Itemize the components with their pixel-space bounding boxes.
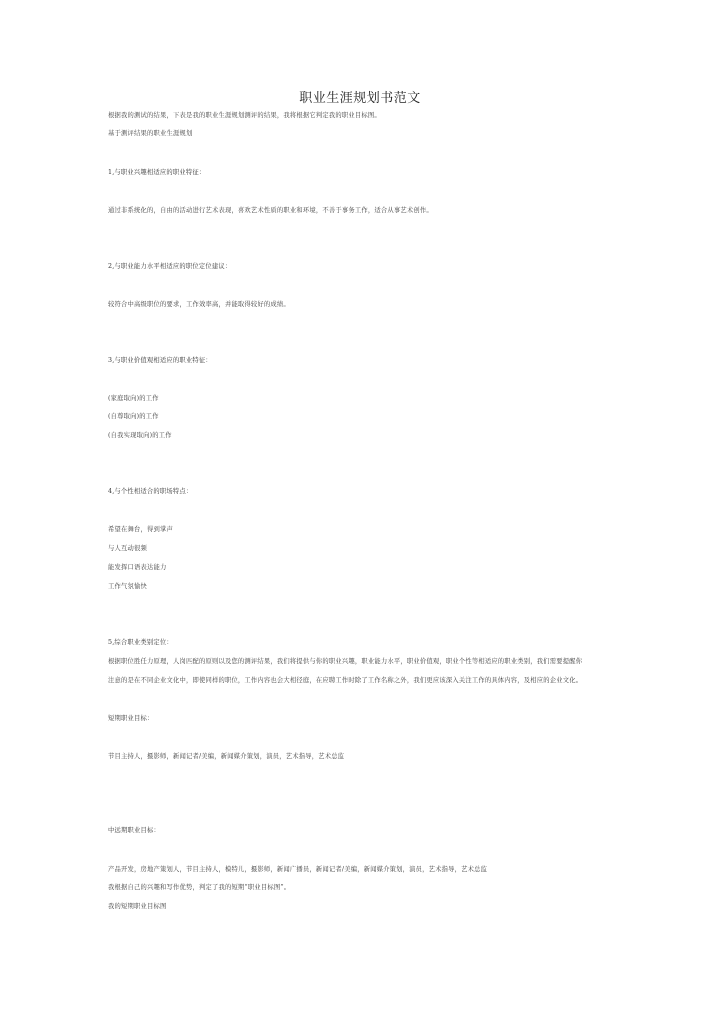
section-4-heading: 4,与个性相适合的职场特点： xyxy=(108,488,193,495)
mid-term-line: 产品开发，房地产策划人，节目主持人，模特儿，摄影师，新闻广播员，新闻记者/美编，新闻媒介策划，演员，艺术指导，艺术总监 xyxy=(108,866,488,873)
section-4-line: 能发挥口语表达能力 xyxy=(108,564,167,571)
section-2-heading: 2,与职业能力水平相适应的职位定位建议： xyxy=(108,263,232,270)
section-4-line: 希望在舞台，得到掌声 xyxy=(108,526,173,533)
section-3-heading: 3,与职业价值观相适应的职业特征： xyxy=(108,357,212,364)
section-3-line: (家庭取向)的工作 xyxy=(108,395,159,402)
mid-term-line: 我根据自己的兴趣和写作优势，判定了我的短期“职业目标图”。 xyxy=(108,884,291,891)
section-4-line: 工作气氛愉快 xyxy=(108,583,147,590)
section-3-line: (自我实现取向)的工作 xyxy=(108,432,172,439)
section-5-line: 根据职位胜任力原理，人岗匹配的原则以及您的测评结果，我们将提供与你的职业兴趣，职业能力水平，职业价值观，职业个性等相适应的职业类别，我们需要提醒你 xyxy=(108,658,583,665)
section-1-line: 通过非系统化的，自由的活动进行艺术表现，喜欢艺术性质的职业和环境，不善于事务工作，适合从事艺术创作。 xyxy=(108,207,433,214)
mid-term-line: 我的短期职业目标图 xyxy=(108,903,167,910)
section-2-line: 较符合中高级职位的要求，工作效率高，并能取得较好的成绩。 xyxy=(108,301,290,308)
document-title: 职业生涯规划书范文 xyxy=(299,91,421,106)
section-3-line: (自尊取向)的工作 xyxy=(108,413,159,420)
section-4-line: 与人互动很频 xyxy=(108,545,147,552)
section-5-heading: 5,综合职业类别定位： xyxy=(108,639,173,646)
intro-text: 根据我的测试的结果，下表是我的职业生涯规划测评的结果，我将根据它判定我的职业目标图。 xyxy=(108,112,381,119)
short-term-heading: 短期职业目标： xyxy=(108,715,154,722)
intro-subtitle: 基于测评结果的职业生涯规划 xyxy=(108,130,193,137)
short-term-line: 节目主持人，摄影师，新闻记者/美编，新闻媒介策划，演员，艺术指导，艺术总监 xyxy=(108,753,345,760)
section-5-line: 注意的是在不同企业文化中，即使同样的职位，工作内容也会大相径庭，在应聘工作时除了工作名称之外，我们更应该深入关注工作的具体内容，及相应的企业文化。 xyxy=(108,677,583,684)
mid-term-heading: 中远期职业目标： xyxy=(108,827,160,834)
section-1-heading: 1,与职业兴趣相适应的职业特征： xyxy=(108,169,206,176)
